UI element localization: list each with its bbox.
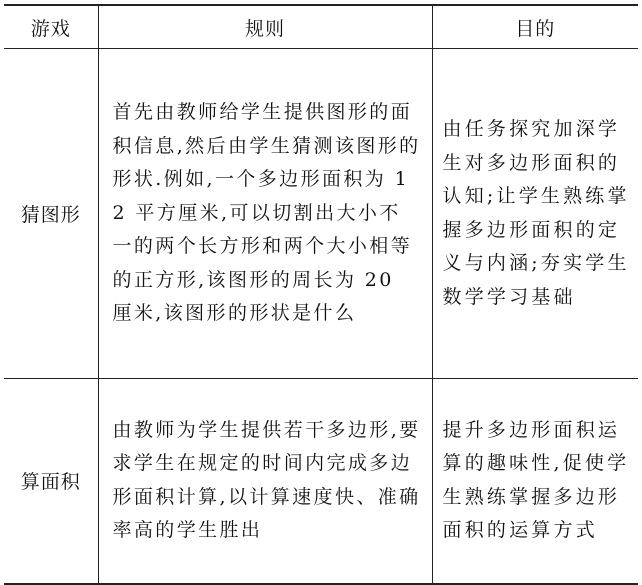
rules-cell [98, 49, 432, 379]
purpose-cell [432, 49, 638, 379]
game-rules-table [4, 4, 638, 585]
purpose-cell [432, 379, 638, 584]
table-body [4, 49, 638, 584]
rules-text: 由教师为学生提供若干多边形,要求学生在规定的时间内完成多边形面积计算,以计算速度快、准确率高的学生胜出 [112, 418, 421, 542]
rules-cell [98, 379, 432, 584]
purpose-text: 由任务探究加深学生对多边形面积的认知;让学生熟练掌握多边形面积的定义与内涵;夯实学生数学学习基础 [442, 118, 630, 308]
header-rules: 规则 [98, 5, 432, 49]
table-row [4, 49, 638, 379]
rules-text: 首先由教师给学生提供图形的面积信息,然后由学生猜测该图形的形状.例如,一个多边形面积为 12 平方厘米,可以切割出大小不一的两个长方形和两个大小相等的正方形,该图形的周长为 20 厘米,该图形的形状是什么 [112, 101, 421, 325]
header-purpose: 目的 [432, 5, 638, 49]
game-name-cell: 猜图形 [4, 49, 98, 379]
purpose-text: 提升多边形面积运算的趣味性,促使学生熟练掌握多边形面积的运算方式 [442, 418, 630, 542]
game-name-cell: 算面积 [4, 379, 98, 584]
header-row [4, 5, 638, 49]
header-game: 游戏 [4, 5, 98, 49]
table-header [4, 5, 638, 49]
table-row [4, 379, 638, 584]
